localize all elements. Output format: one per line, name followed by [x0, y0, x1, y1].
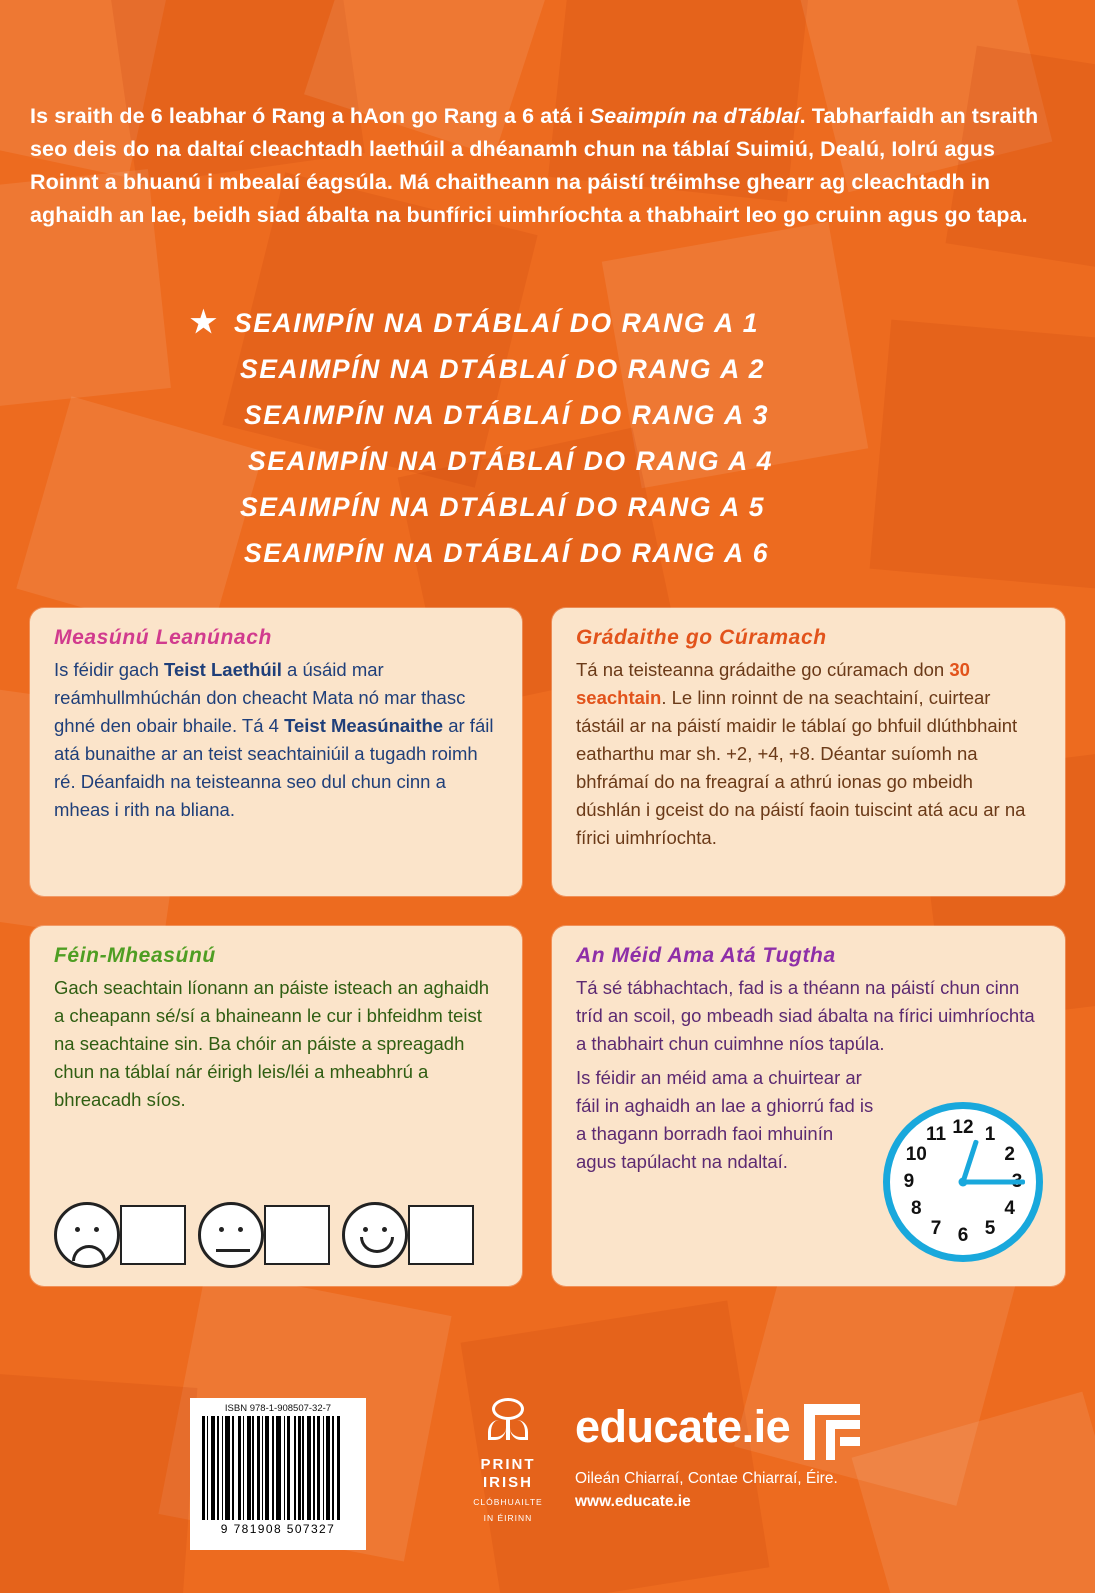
panel-body-1: Tá sé tábhachtach, fad is a théann na páistí chun cinn tríd an scoil, go mbeadh siad ábalta na fírici uimhríochta a thabhairt chun cuimhne níos tapúla. [576, 977, 1035, 1054]
book-title-label: SEAIMPÍN NA DTÁBLAÍ DO RANG A 2 [240, 353, 766, 384]
clock-number-12: 12 [952, 1116, 974, 1138]
shamrock-icon [482, 1398, 534, 1452]
panel-body: Gach seachtain líonann an páiste isteach an aghaidh a cheapann sé/sí a bhaineann le cur i bhfeidhm teist na seachtaine sin. Ba chóir an páiste a spreagadh chun na táblaí nár éirigh leis/léi a mheabhrú a bhreacadh síos. [54, 977, 490, 1110]
tick-box-sad[interactable] [120, 1205, 186, 1265]
mouth [72, 1245, 106, 1261]
clock-number-5: 5 [984, 1217, 996, 1239]
tick-box-neutral[interactable] [264, 1205, 330, 1265]
book-title-row-5 [190, 484, 950, 530]
face-option-happy[interactable] [342, 1202, 474, 1268]
barcode-number: 9 781908 507327 [220, 1522, 336, 1536]
intro-text-1: Is sraith de 6 leabhar ó Rang a hAon go Rang a 6 atá i [30, 103, 590, 128]
eye-left [219, 1227, 224, 1232]
print-irish-line-1: PRINT [480, 1456, 536, 1473]
panel-an-meid-ama-ata-tugtha [552, 926, 1065, 1286]
panel-bold-1: Teist Laethúil [164, 659, 282, 680]
publisher-block [575, 1401, 1035, 1511]
tick-box-happy[interactable] [408, 1205, 474, 1265]
clock-number-11: 11 [925, 1124, 947, 1146]
clock-hour-hand [961, 1139, 979, 1182]
educate-e-icon [804, 1404, 860, 1460]
panel-body [576, 656, 1041, 852]
publisher-logo-row [575, 1401, 1035, 1460]
barcode [190, 1398, 366, 1550]
intro-text-2: . Tabharfaidh an tsraith seo deis do na daltaí cleachtadh laethúil a dhéanamh chun na táblaí Suimiú, Dealú, Iolrú agus Roinnt a bhuanú i mbealaí éagsúla. Má chaitheann na páistí tréimhse ghearr ag cleachtadh in aghaidh an lae, beidh siad ábalta na bunfírici uimhríochta a thabhairt leo go cruinn agus go tapa. [30, 103, 1039, 227]
mouth [216, 1249, 250, 1252]
eye-right [382, 1227, 387, 1232]
series-title-italic: Seaimpín na dTáblaí [589, 103, 800, 128]
panel-fein-mheasunu [30, 926, 522, 1286]
eye-left [75, 1227, 80, 1232]
self-assessment-faces [54, 1202, 474, 1268]
book-title-row-6 [190, 530, 950, 576]
book-title-row-4 [190, 438, 950, 484]
book-title-row-1 [190, 300, 950, 346]
clock-number-10: 10 [905, 1143, 927, 1165]
barcode-bars [196, 1416, 360, 1520]
clock-center-pin [959, 1178, 968, 1187]
panel-text-2: . Le linn roinnt de na seachtainí, cuirtear tástáil ar na páistí maidir le táblaí go bhfuil dlúthbhaint eatharthu mar sh. +2, +4, +8. Déantar suíomh na bhfrámaí do na freagraí a athrú ionas go mbeidh dúshlán i gceist do na páistí faoin tuiscint atá acu ar na fírici uimhríochta. [576, 687, 1026, 848]
clock-number-9: 9 [903, 1171, 915, 1192]
panel-body-2: Is féidir an méid ama a chuirtear ar fáil in aghaidh an lae a ghiorrú fad is a thagann borradh faoi mhuinín agus tapúlacht na ndaltaí. [576, 1067, 874, 1172]
panel-body [54, 656, 498, 824]
star-icon: ★ [190, 306, 219, 339]
panel-measunu-leanunach [30, 608, 522, 896]
book-title-label: SEAIMPÍN NA DTÁBLAÍ DO RANG A 5 [240, 491, 766, 522]
clock-number-1: 1 [984, 1124, 996, 1146]
print-irish-line-2: IRISH [482, 1474, 533, 1491]
face-option-sad[interactable] [54, 1202, 186, 1268]
panel-heading: Grádaithe go Cúramach [576, 626, 827, 649]
publisher-website[interactable]: www.educate.ie [575, 1493, 691, 1510]
clock-icon [883, 1102, 1043, 1262]
clock-number-8: 8 [910, 1198, 922, 1219]
panel-bold-1: 30 seachtain [576, 659, 970, 708]
mouth [360, 1237, 394, 1253]
panel-bold-2: Teist Measúnaithe [284, 715, 444, 736]
clock-number-4: 4 [1004, 1198, 1015, 1219]
clock-number-6: 6 [957, 1225, 969, 1247]
print-irish-line-3: CLÓBHUAILTE [473, 1497, 543, 1507]
neutral-face-icon [198, 1202, 264, 1268]
panel-text-1: Tá na teisteanna grádaithe go cúramach don [576, 659, 950, 680]
happy-face-icon [342, 1202, 408, 1268]
book-titles-list [190, 300, 950, 576]
book-title-row-3 [190, 392, 950, 438]
panel-text-3: ar fáil atá bunaithe ar an teist seachtainiúil a tugadh roimh ré. Déanfaidh na teisteanna seo dul chun cinn a mheas i rith na bliana. [54, 715, 494, 820]
panel-gradaithe-go-curamach [552, 608, 1065, 896]
panel-text-2: a úsáid mar reámhullmhúchán don cheacht Mata nó mar thasc ghné den obair bhaile. Tá 4 [54, 659, 466, 736]
book-title-label: SEAIMPÍN NA DTÁBLAÍ DO RANG A 4 [248, 445, 774, 476]
book-title-label: SEAIMPÍN NA DTÁBLAÍ DO RANG A 6 [244, 537, 770, 568]
face-option-neutral[interactable] [198, 1202, 330, 1268]
panel-heading: Féin-Mheasúnú [54, 944, 216, 967]
panel-text-1: Is féidir gach [54, 659, 165, 680]
isbn-label: ISBN 978-1-908507-32-7 [224, 1403, 332, 1414]
panel-heading: Measúnú Leanúnach [54, 626, 272, 649]
print-irish-logo [438, 1398, 578, 1524]
eye-right [238, 1227, 243, 1232]
eye-right [94, 1227, 99, 1232]
panel-heading: An Méid Ama Atá Tugtha [576, 944, 836, 967]
eye-left [363, 1227, 368, 1232]
clock-minute-hand [963, 1180, 1025, 1185]
book-title-label: SEAIMPÍN NA DTÁBLAÍ DO RANG A 3 [244, 399, 770, 430]
clock-number-2: 2 [1004, 1143, 1015, 1165]
book-title-label: SEAIMPÍN NA DTÁBLAÍ DO RANG A 1 [234, 307, 760, 338]
publisher-name: educate.ie [575, 1401, 791, 1452]
sad-face-icon [54, 1202, 120, 1268]
print-irish-line-4: IN ÉIRINN [483, 1513, 533, 1523]
publisher-address: Oileán Chiarraí, Contae Chiarraí, Éire. [575, 1470, 838, 1487]
clock-number-7: 7 [930, 1217, 942, 1239]
book-title-row-2 [190, 346, 950, 392]
intro-paragraph [30, 100, 1065, 232]
